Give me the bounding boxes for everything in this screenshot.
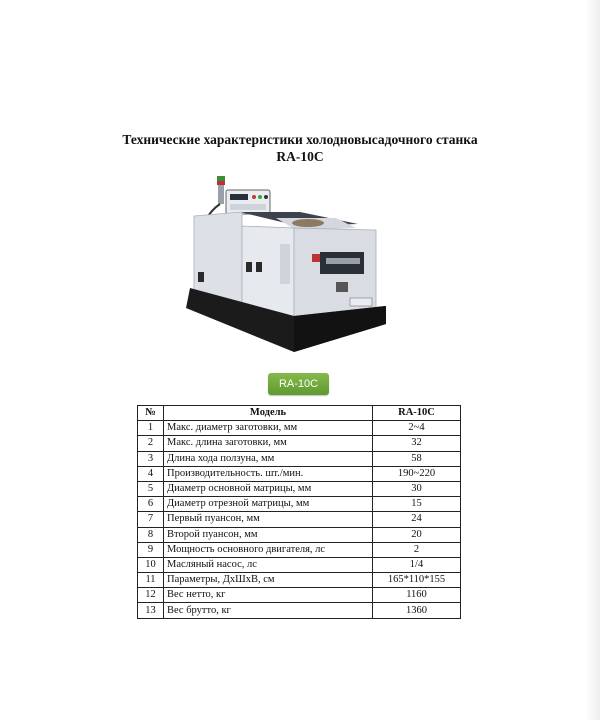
row-number: 4 [138,466,164,481]
page-title [0,131,600,165]
spec-table [137,405,461,619]
row-name: Диаметр отрезной матрицы, мм [164,497,373,512]
row-name: Диаметр основной матрицы, мм [164,481,373,496]
row-name: Макс. диаметр заготовки, мм [164,421,373,436]
table-row [138,466,461,481]
row-value: 1160 [373,588,461,603]
control-panel [226,190,270,214]
row-value: 1/4 [373,557,461,572]
header-number: № [138,406,164,421]
row-value: 15 [373,497,461,512]
title-line-1: Технические характеристики холодновысадочного станка [122,132,478,147]
row-name: Мощность основного двигателя, лс [164,542,373,557]
row-name: Производительность. шт./мин. [164,466,373,481]
row-number: 13 [138,603,164,618]
row-number: 9 [138,542,164,557]
row-number: 2 [138,436,164,451]
row-value: 1360 [373,603,461,618]
header-value: RA-10C [373,406,461,421]
row-number: 8 [138,527,164,542]
row-number: 5 [138,481,164,496]
table-row [138,573,461,588]
cold-heading-machine-photo [180,176,390,354]
page-edge-shadow [586,0,600,720]
row-value: 58 [373,451,461,466]
row-number: 1 [138,421,164,436]
table-row [138,497,461,512]
table-header-row [138,406,461,421]
table-row [138,588,461,603]
row-number: 7 [138,512,164,527]
row-name: Длина хода ползуна, мм [164,451,373,466]
title-line-2: RA-10C [276,149,324,164]
header-model: Модель [164,406,373,421]
row-number: 6 [138,497,164,512]
row-name: Вес нетто, кг [164,588,373,603]
row-value: 20 [373,527,461,542]
table-row [138,451,461,466]
machine-right-body [294,228,376,322]
row-value: 2 [373,542,461,557]
table-row [138,527,461,542]
row-name: Вес брутто, кг [164,603,373,618]
table-row [138,542,461,557]
row-value: 30 [373,481,461,496]
row-number: 3 [138,451,164,466]
row-number: 11 [138,573,164,588]
table-row [138,512,461,527]
row-value: 32 [373,436,461,451]
table-row [138,603,461,618]
row-value: 24 [373,512,461,527]
row-name: Масляный насос, лс [164,557,373,572]
row-name: Первый пуансон, мм [164,512,373,527]
row-number: 10 [138,557,164,572]
table-row [138,481,461,496]
table-row [138,421,461,436]
table-row [138,436,461,451]
row-name: Второй пуансон, мм [164,527,373,542]
row-value: 190~220 [373,466,461,481]
table-row [138,557,461,572]
row-number: 12 [138,588,164,603]
row-name: Макс. длина заготовки, мм [164,436,373,451]
row-name: Параметры, ДхШхВ, см [164,573,373,588]
row-value: 2~4 [373,421,461,436]
machine-left-body [194,212,242,304]
model-badge: RA-10C [268,373,329,395]
row-value: 165*110*155 [373,573,461,588]
